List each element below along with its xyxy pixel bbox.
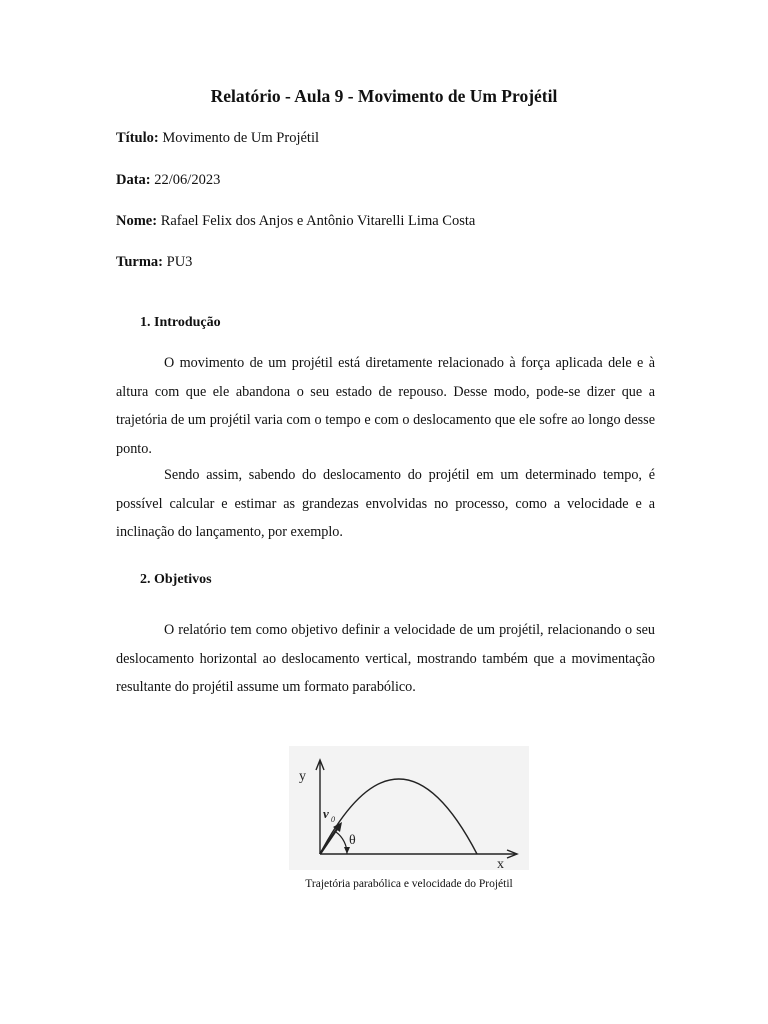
velocity-label: v (323, 806, 329, 821)
trajectory-diagram (289, 746, 529, 870)
meta-class-label: Turma: (116, 254, 163, 270)
meta-date-line (116, 172, 220, 189)
angle-arc (336, 832, 347, 854)
trajectory-figure (289, 746, 529, 870)
document-title: Relatório - Aula 9 - Movimento de Um Projétil (210, 86, 558, 106)
intro-paragraph-1: O movimento de um projétil está diretamente relacionado à força aplicada dele e à altura com que ele abandona o seu estado de repouso. Desse modo, pode-se dizer que a trajetória de um projétil varia com o tempo e com o deslocamento que ele sofre ao longo desse ponto. (116, 355, 655, 457)
meta-date-label: Data: (116, 172, 151, 188)
meta-name-line (116, 213, 475, 230)
velocity-subscript: 0 (331, 815, 335, 824)
intro-paragraph-2: Sendo assim, sabendo do deslocamento do projétil em um determinado tempo, é possível calcular e estimar as grandezas envolvidas no processo, como a velocidade e a inclinação do lançamento, por exemplo. (116, 467, 655, 540)
angle-arc-arrowhead (344, 847, 350, 854)
section-heading-objetivos: 2. Objetivos (140, 572, 212, 587)
meta-name-label: Nome: (116, 213, 158, 229)
meta-class-value: PU3 (163, 254, 193, 270)
meta-title-value: Movimento de Um Projétil (158, 130, 319, 146)
meta-name-value: Rafael Felix dos Anjos e Antônio Vitarelli Lima Costa (157, 213, 476, 229)
meta-class-line (116, 254, 192, 271)
velocity-vector (320, 826, 339, 854)
x-axis-label: x (497, 857, 504, 870)
meta-title-label: Título: (116, 130, 159, 146)
y-axis-label: y (299, 769, 306, 784)
meta-date-value: 22/06/2023 (150, 172, 221, 188)
section-heading-introducao: 1. Introdução (140, 315, 221, 330)
figure-caption: Trajetória parabólica e velocidade do Projétil (305, 878, 513, 890)
parabolic-trajectory (320, 779, 477, 854)
objectives-paragraph: O relatório tem como objetivo definir a velocidade de um projétil, relacionando o seu deslocamento horizontal ao deslocamento vertical, mostrando também que a movimentação resultante do projétil assume um formato parabólico. (116, 622, 655, 695)
angle-label: θ (349, 833, 356, 848)
meta-title-line (116, 130, 319, 147)
